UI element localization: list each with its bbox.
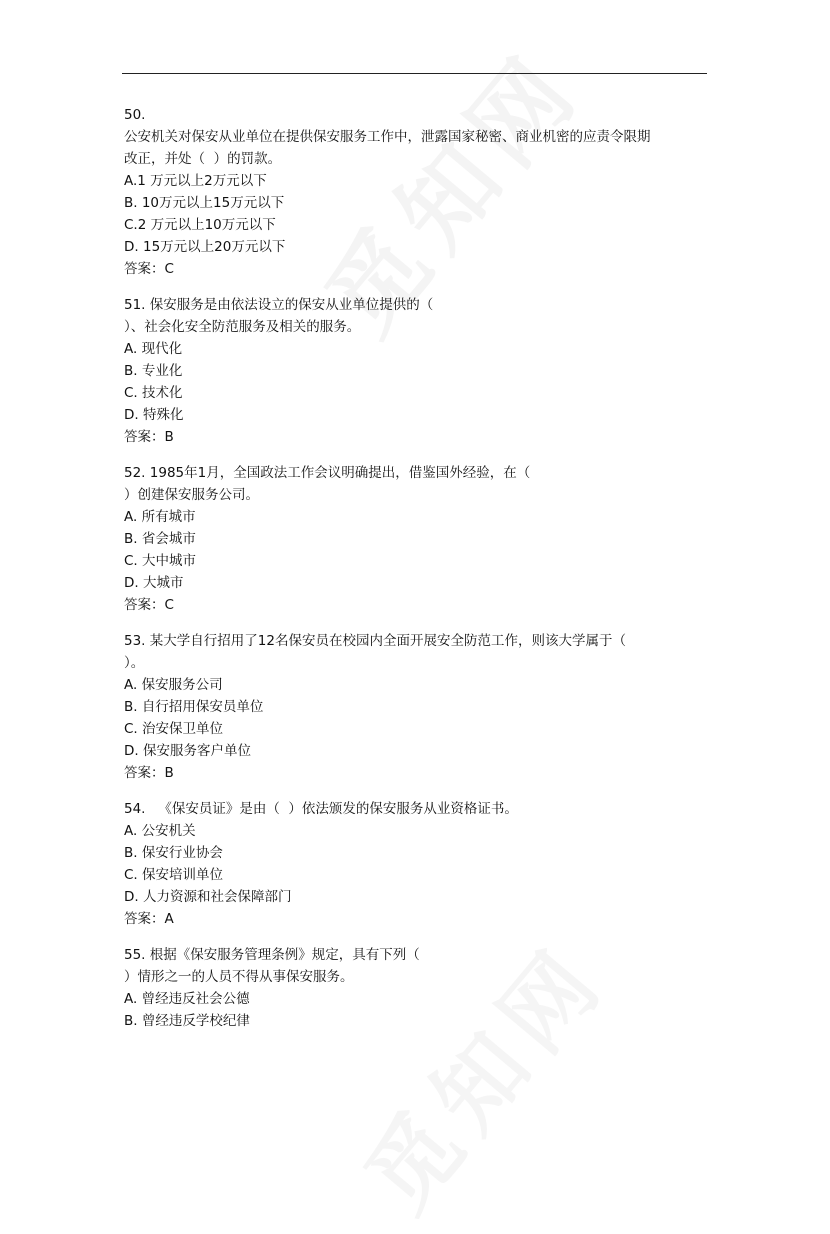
answer-option: C. 治安保卫单位 bbox=[124, 721, 224, 737]
question-text: 改正，并处（ ）的罚款。 bbox=[124, 151, 282, 167]
answer-option: B. 专业化 bbox=[124, 363, 183, 379]
question-list bbox=[124, 104, 714, 1046]
answer-option: C. 技术化 bbox=[124, 385, 183, 401]
question-block bbox=[124, 294, 714, 448]
answer-option: C. 保安培训单位 bbox=[124, 867, 224, 883]
answer-option: D. 保安服务客户单位 bbox=[124, 743, 251, 759]
question-text: 51. 保安服务是由依法设立的保安从业单位提供的（ bbox=[124, 297, 434, 313]
answer-option: D. 人力资源和社会保障部门 bbox=[124, 889, 292, 905]
answer-key: 答案：A bbox=[124, 911, 174, 927]
answer-option: D. 大城市 bbox=[124, 575, 184, 591]
header-rule bbox=[122, 73, 707, 74]
answer-option: C.2 万元以上10万元以下 bbox=[124, 217, 276, 233]
question-text: 50. bbox=[124, 107, 146, 123]
answer-key: 答案：B bbox=[124, 765, 174, 781]
answer-key: 答案：C bbox=[124, 261, 174, 277]
answer-option: C. 大中城市 bbox=[124, 553, 197, 569]
answer-option: A. 所有城市 bbox=[124, 509, 196, 525]
answer-option: A. 曾经违反社会公德 bbox=[124, 991, 250, 1007]
question-text: ）、社会化安全防范服务及相关的服务。 bbox=[124, 319, 361, 335]
question-block bbox=[124, 104, 714, 280]
answer-option: B. 10万元以上15万元以下 bbox=[124, 195, 285, 211]
answer-option: D. 15万元以上20万元以下 bbox=[124, 239, 286, 255]
question-text: ）。 bbox=[124, 655, 145, 671]
question-block bbox=[124, 630, 714, 784]
answer-option: A. 保安服务公司 bbox=[124, 677, 223, 693]
answer-option: B. 省会城市 bbox=[124, 531, 196, 547]
answer-option: A. 现代化 bbox=[124, 341, 183, 357]
question-block bbox=[124, 462, 714, 616]
question-block bbox=[124, 798, 714, 930]
question-text: 公安机关对保安从业单位在提供保安服务工作中，泄露国家秘密、商业机密的应责令限期 bbox=[124, 129, 651, 145]
answer-option: B. 曾经违反学校纪律 bbox=[124, 1013, 250, 1029]
answer-option: A. 公安机关 bbox=[124, 823, 196, 839]
answer-option: B. 保安行业协会 bbox=[124, 845, 223, 861]
question-text: ）创建保安服务公司。 bbox=[124, 487, 259, 503]
answer-key: 答案：B bbox=[124, 429, 174, 445]
question-text: 52. 1985年1月，全国政法工作会议明确提出，借鉴国外经验，在（ bbox=[124, 465, 531, 481]
question-block bbox=[124, 944, 714, 1032]
question-text: 53. 某大学自行招用了12名保安员在校园内全面开展安全防范工作，则该大学属于（ bbox=[124, 633, 626, 649]
answer-option: D. 特殊化 bbox=[124, 407, 184, 423]
question-text: 55. 根据《保安服务管理条例》规定，具有下列（ bbox=[124, 947, 420, 963]
question-text: ）情形之一的人员不得从事保安服务。 bbox=[124, 969, 354, 985]
answer-option: A.1 万元以上2万元以下 bbox=[124, 173, 267, 189]
answer-key: 答案：C bbox=[124, 597, 174, 613]
answer-option: B. 自行招用保安员单位 bbox=[124, 699, 264, 715]
question-text: 54. 《保安员证》是由（ ）依法颁发的保安服务从业资格证书。 bbox=[124, 801, 518, 817]
